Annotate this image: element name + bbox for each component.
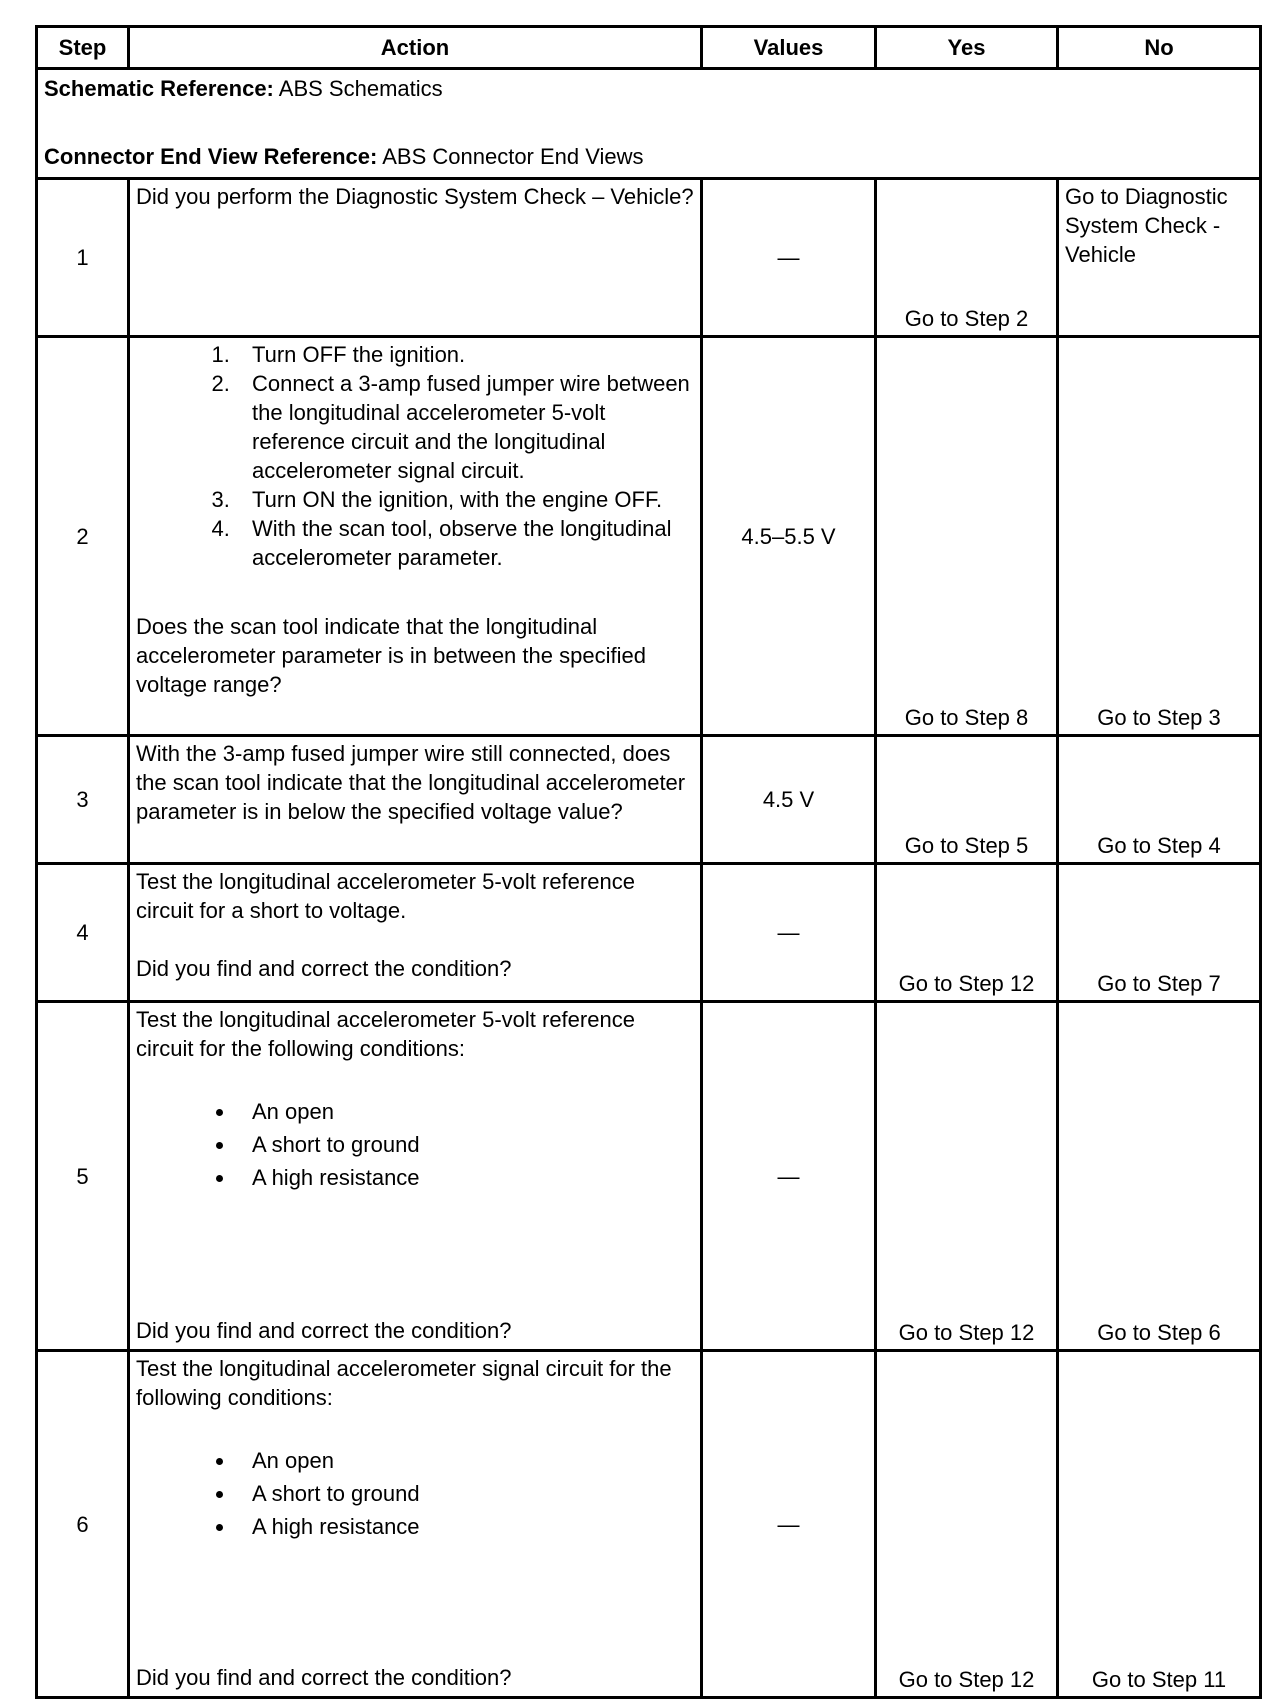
- question-text: Does the scan tool indicate that the longitudinal accelerometer parameter is in between the specified voltage range?: [136, 614, 646, 697]
- value: —: [702, 1002, 876, 1351]
- table-row: [37, 1002, 1261, 1351]
- no-link[interactable]: Go to Step 6: [1058, 1002, 1261, 1351]
- no-link[interactable]: Go to Step 4: [1058, 736, 1261, 864]
- yes-link[interactable]: Go to Step 12: [876, 864, 1058, 1002]
- value: 4.5 V: [702, 736, 876, 864]
- connector-ref-link[interactable]: ABS Connector End Views: [377, 144, 644, 169]
- no-link[interactable]: Go to Step 7: [1058, 864, 1261, 1002]
- value: —: [702, 1351, 876, 1698]
- yes-link[interactable]: Go to Step 12: [876, 1002, 1058, 1351]
- list-item: • A short to ground: [236, 1128, 694, 1161]
- header-values: Values: [702, 27, 876, 69]
- no-link[interactable]: Go to Step 3: [1058, 337, 1261, 736]
- yes-link[interactable]: Go to Step 8: [876, 337, 1058, 736]
- value: 4.5–5.5 V: [702, 337, 876, 736]
- step-number: 4: [37, 864, 129, 1002]
- list-item: 3. Turn ON the ignition, with the engine OFF.: [236, 485, 694, 514]
- header-no: No: [1058, 27, 1261, 69]
- step-number: 5: [37, 1002, 129, 1351]
- step-number: 3: [37, 736, 129, 864]
- table-row: [37, 864, 1261, 1002]
- no-link[interactable]: Go to Step 11: [1058, 1351, 1261, 1698]
- no-link[interactable]: Go to Diagnostic System Check - Vehicle: [1058, 179, 1261, 337]
- schematic-ref-label: Schematic Reference:: [44, 76, 274, 101]
- list-item: • A high resistance: [236, 1161, 694, 1194]
- step-number: 2: [37, 337, 129, 736]
- question-text: Did you find and correct the condition?: [136, 956, 512, 981]
- list-item: • A short to ground: [236, 1477, 694, 1510]
- list-item: • An open: [236, 1095, 694, 1128]
- schematic-ref-link[interactable]: ABS Schematics: [273, 76, 443, 101]
- action-text: Test the longitudinal accelerometer 5-volt reference circuit for a short to voltage.: [136, 869, 635, 923]
- list-item: 4. With the scan tool, observe the longitudinal accelerometer parameter.: [236, 514, 694, 572]
- step-list: [136, 340, 694, 572]
- header-action: Action: [129, 27, 702, 69]
- list-item: • A high resistance: [236, 1510, 694, 1543]
- question-text: Did you find and correct the condition?: [136, 1665, 512, 1690]
- diagnostic-table: [35, 25, 1262, 1699]
- condition-list: [136, 1444, 694, 1543]
- header-yes: Yes: [876, 27, 1058, 69]
- table-row: [37, 179, 1261, 337]
- connector-ref-label: Connector End View Reference:: [44, 144, 378, 169]
- yes-link[interactable]: Go to Step 2: [876, 179, 1058, 337]
- action-text: Did you perform the Diagnostic System Check – Vehicle?: [129, 179, 702, 337]
- step-number: 1: [37, 179, 129, 337]
- step-number: 6: [37, 1351, 129, 1698]
- header-step: Step: [37, 27, 129, 69]
- table-row: [37, 337, 1261, 736]
- header-row: [37, 27, 1261, 69]
- yes-link[interactable]: Go to Step 12: [876, 1351, 1058, 1698]
- yes-link[interactable]: Go to Step 5: [876, 736, 1058, 864]
- reference-row: [37, 69, 1261, 179]
- action-text: With the 3-amp fused jumper wire still connected, does the scan tool indicate that the longitudinal accelerometer parameter is in below the specified voltage value?: [129, 736, 702, 864]
- list-item: 1. Turn OFF the ignition.: [236, 340, 694, 369]
- question-text: Did you find and correct the condition?: [136, 1318, 512, 1343]
- table-row: [37, 1351, 1261, 1698]
- condition-list: [136, 1095, 694, 1194]
- action-text: Test the longitudinal accelerometer 5-volt reference circuit for the following conditions:: [136, 1007, 635, 1061]
- table-row: [37, 736, 1261, 864]
- value: —: [702, 864, 876, 1002]
- list-item: • An open: [236, 1444, 694, 1477]
- value: —: [702, 179, 876, 337]
- action-text: Test the longitudinal accelerometer signal circuit for the following conditions:: [136, 1356, 672, 1410]
- list-item: 2. Connect a 3-amp fused jumper wire between the longitudinal accelerometer 5-volt reference circuit and the longitudinal accelerometer signal circuit.: [236, 369, 694, 485]
